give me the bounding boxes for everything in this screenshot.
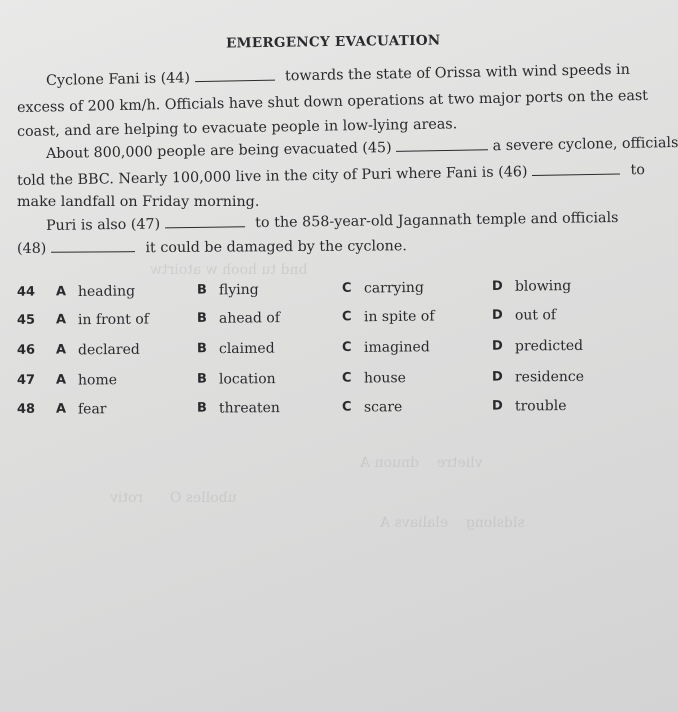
option-text: flying (218, 281, 259, 299)
question-row (0, 368, 654, 397)
passage-text: to (630, 162, 646, 179)
passage-line (46, 134, 678, 162)
option-letter: A (55, 401, 67, 417)
option-text: fear (77, 401, 107, 418)
passage-line (17, 161, 645, 189)
question-number: 45 (16, 312, 36, 328)
question-row (0, 397, 654, 426)
option-letter: D (491, 338, 503, 354)
option-letter: C (341, 399, 352, 415)
option-letter: A (55, 342, 67, 358)
option-letter: A (55, 284, 67, 300)
blank-46 (532, 161, 620, 176)
show-through-text: bnd tu hooh w atoirtw (150, 262, 308, 278)
option-text: declared (77, 341, 140, 359)
option-text: blowing (514, 278, 572, 295)
option-text: location (218, 371, 276, 388)
option-text: predicted (514, 337, 584, 355)
option-letter: D (491, 369, 503, 385)
option-letter: D (491, 278, 503, 294)
option-text: in spite of (363, 308, 435, 326)
option-text: heading (77, 283, 136, 301)
option-letter: C (341, 309, 352, 325)
option-text: threaten (218, 400, 280, 417)
option-text: in front of (77, 311, 149, 329)
option-text: imagined (363, 339, 430, 356)
question-row (0, 337, 654, 367)
blank-45 (396, 137, 488, 152)
option-text: trouble (514, 398, 567, 415)
option-letter: D (491, 398, 503, 414)
show-through-text: vlietre dnuon A (360, 455, 483, 471)
option-letter: B (196, 371, 207, 387)
passage-text: (48) (16, 240, 47, 257)
passage-line: make landfall on Friday morning. (17, 194, 260, 210)
option-text: residence (514, 368, 585, 386)
option-letter: D (491, 307, 503, 323)
show-through-text: sldslong elaliavs A (380, 515, 525, 531)
show-through-text: ubolles O rotiv (110, 490, 237, 506)
passage-line (46, 61, 630, 89)
passage-line (17, 237, 407, 257)
passage-text: Puri is also (47) (45, 216, 161, 234)
blank-48 (51, 239, 135, 253)
option-letter: B (196, 400, 207, 416)
option-letter: C (341, 339, 352, 356)
option-text: home (77, 372, 118, 389)
question-row (0, 306, 654, 337)
blank-44 (194, 68, 274, 83)
page-title: EMERGENCY EVACUATION (225, 32, 441, 52)
passage-text: a severe cyclone, officials (492, 134, 678, 155)
passage-text: towards the state of Orissa with wind speeds in (284, 61, 631, 85)
option-text: house (363, 370, 406, 387)
blank-47 (165, 214, 245, 228)
question-row (0, 277, 654, 309)
option-text: scare (363, 399, 403, 416)
question-number: 47 (16, 372, 36, 388)
passage-text: Cyclone Fani is (44) (45, 70, 191, 89)
option-letter: A (55, 312, 67, 328)
option-text: out of (514, 307, 557, 324)
passage-text: it could be damaged by the cyclone. (145, 238, 407, 257)
passage-line: coast, and are helping to evacuate people in low-lying areas. (16, 116, 458, 140)
passage-line: excess of 200 km/h. Officials have shut down operations at two major ports on the east (16, 87, 649, 116)
option-letter: C (341, 370, 352, 386)
question-number: 44 (16, 284, 36, 300)
option-letter: A (55, 372, 67, 388)
passage-line (46, 209, 619, 234)
option-text: carrying (363, 279, 424, 297)
question-number: 48 (16, 401, 36, 417)
option-letter: B (196, 310, 207, 326)
passage-text: to the 858-year-old Jagannath temple and officials (255, 210, 619, 232)
option-letter: B (196, 282, 207, 298)
passage-text: told the BBC. Nearly 100,000 live in the city of Puri where Fani is (46) (16, 164, 528, 189)
passage-text: About 800,000 people are being evacuated (45) (45, 139, 392, 162)
option-letter: B (196, 341, 207, 357)
option-letter: C (341, 280, 352, 296)
option-text: ahead of (218, 310, 281, 327)
question-number: 46 (16, 342, 36, 358)
option-text: claimed (218, 340, 275, 358)
